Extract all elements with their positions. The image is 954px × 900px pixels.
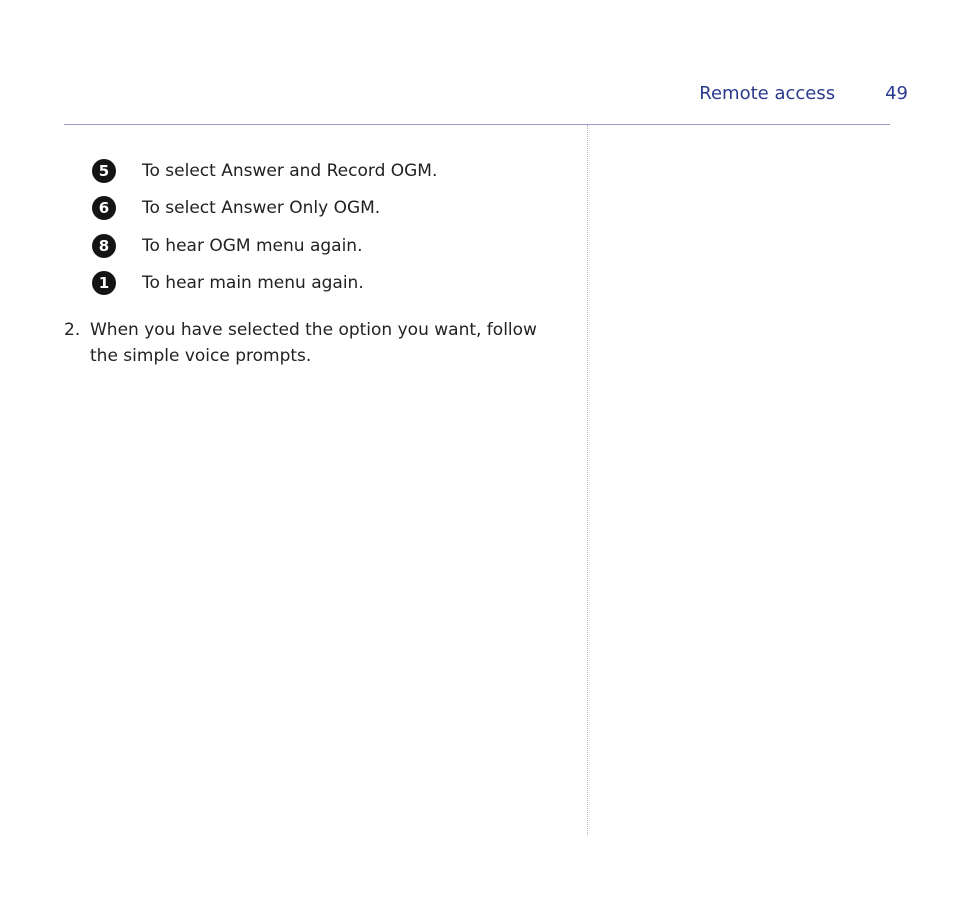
page-header <box>699 80 908 106</box>
keypad-6-icon: 6 <box>92 196 116 220</box>
keypad-1-icon: 1 <box>92 271 116 295</box>
key-option <box>92 190 437 228</box>
header-rule <box>64 124 890 125</box>
step-2 <box>64 317 564 369</box>
key-option <box>92 227 437 265</box>
key-option-text: To select Answer and Record OGM. <box>142 160 438 181</box>
key-option-list <box>92 152 437 302</box>
keypad-5-icon: 5 <box>92 159 116 183</box>
section-title: Remote access <box>699 82 836 104</box>
column-divider <box>587 125 588 835</box>
key-option <box>92 152 437 190</box>
keypad-8-icon: 8 <box>92 234 116 258</box>
step-text: When you have selected the option you want, follow the simple voice prompts. <box>90 320 537 366</box>
key-option <box>92 265 437 303</box>
step-number: 2. <box>64 320 81 340</box>
key-option-text: To hear OGM menu again. <box>142 235 363 256</box>
key-option-text: To hear main menu again. <box>142 273 364 294</box>
key-option-text: To select Answer Only OGM. <box>142 198 381 219</box>
page-number: 49 <box>885 82 908 104</box>
